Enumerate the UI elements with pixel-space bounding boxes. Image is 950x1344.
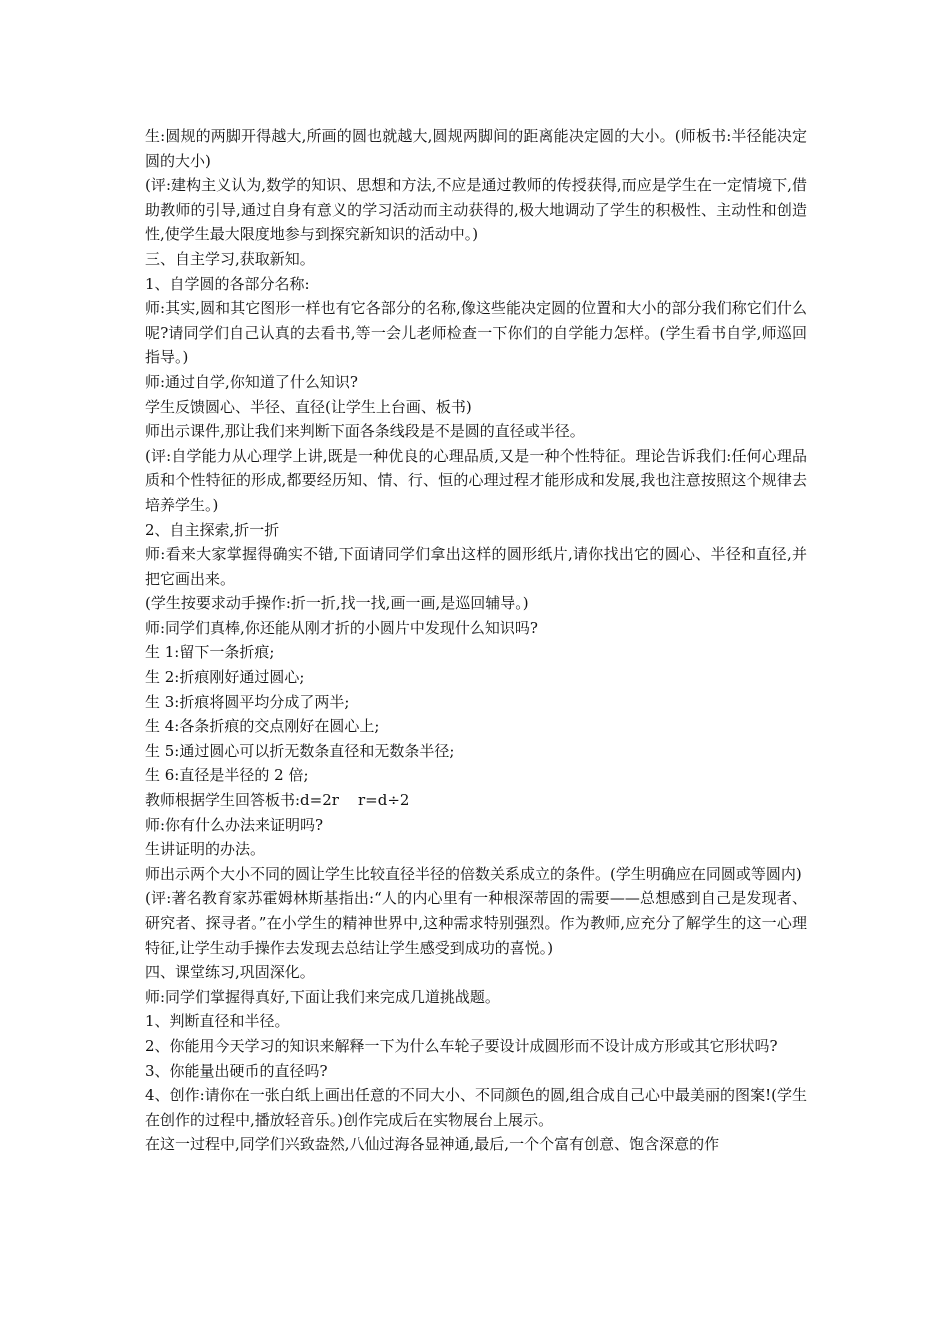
list-item: 生 2:折痕刚好通过圆心; <box>145 668 305 687</box>
section-heading: 四、课堂练习,巩固深化。 <box>145 963 315 982</box>
list-item: 生 3:折痕将圆平均分成了两半; <box>145 692 350 711</box>
list-item: 3、你能量出硬币的直径吗? <box>145 1061 328 1080</box>
paragraph: 师出示课件,那让我们来判断下面各条线段是不是圆的直径或半径。 <box>145 422 585 441</box>
list-item: 4、创作:请你在一张白纸上画出任意的不同大小、不同颜色的圆,组合成自己心中最美丽的图案!(学生在创作的过程中,播放轻音乐。)创作完成后在实物展台上展示。 <box>145 1086 807 1129</box>
paragraph: 生:圆规的两脚开得越大,所画的圆也就越大,圆规两脚间的距离能决定圆的大小。(师板书:半径能决定圆的大小) <box>145 127 807 170</box>
list-item: 2、你能用今天学习的知识来解释一下为什么车轮子要设计成圆形而不设计成方形或其它形状吗? <box>145 1036 778 1055</box>
document-body <box>145 124 807 1157</box>
paragraph: 师:看来大家掌握得确实不错,下面请同学们拿出这样的圆形纸片,请你找出它的圆心、半径和直径,并把它画出来。 <box>145 545 807 588</box>
paragraph: 在这一过程中,同学们兴致盎然,八仙过海各显神通,最后,一个个富有创意、饱含深意的作 <box>145 1135 720 1154</box>
paragraph: 师:其实,圆和其它图形一样也有它各部分的名称,像这些能决定圆的位置和大小的部分我们称它们什么呢?请同学们自己认真的去看书,等一会儿老师检查一下你们的自学能力怎样。(学生看书自学,师巡回指导。) <box>145 299 807 367</box>
list-item: 1、判断直径和半径。 <box>145 1012 290 1031</box>
paragraph: (评:著名教育家苏霍姆林斯基指出:“人的内心里有一种根深蒂固的需要——总想感到自己是发现者、研究者、探寻者。”在小学生的精神世界中,这种需求特别强烈。作为教师,应充分了解学生的这一心理特征,让学生动手操作去发现去总结让学生感受到成功的喜悦。) <box>145 889 807 957</box>
paragraph: 师出示两个大小不同的圆让学生比较直径半径的倍数关系成立的条件。(学生明确应在同圆或等圆内) <box>145 864 802 883</box>
paragraph: (评:自学能力从心理学上讲,既是一种优良的心理品质,又是一种个性特征。理论告诉我们:任何心理品质和个性特征的形成,都要经历知、情、行、恒的心理过程才能形成和发展,我也注意按照这个规律去培养学生。) <box>145 446 807 514</box>
list-item: 生 1:留下一条折痕; <box>145 643 275 662</box>
paragraph: 教师根据学生回答板书:d=2r r=d÷2 <box>145 791 410 810</box>
section-heading: 三、自主学习,获取新知。 <box>145 249 315 268</box>
paragraph: 师:你有什么办法来证明吗? <box>145 815 324 834</box>
list-item: 生 5:通过圆心可以折无数条直径和无数条半径; <box>145 741 455 760</box>
paragraph: 学生反馈圆心、半径、直径(让学生上台画、板书) <box>145 397 472 416</box>
subsection-heading: 1、自学圆的各部分名称: <box>145 274 310 293</box>
list-item: 生 6:直径是半径的 2 倍; <box>145 766 309 785</box>
paragraph: 生讲证明的办法。 <box>145 840 266 859</box>
paragraph: (评:建构主义认为,数学的知识、思想和方法,不应是通过教师的传授获得,而应是学生在一定情境下,借助教师的引导,通过自身有意义的学习活动而主动获得的,极大地调动了学生的积极性、主动性和创造性,使学生最大限度地参与到探究新知识的活动中。) <box>145 176 807 244</box>
paragraph: 师:通过自学,你知道了什么知识? <box>145 372 358 391</box>
paragraph: 师:同学们真棒,你还能从刚才折的小圆片中发现什么知识吗? <box>145 618 538 637</box>
subsection-heading: 2、自主探索,折一折 <box>145 520 280 539</box>
paragraph: (学生按要求动手操作:折一折,找一找,画一画,是巡回辅导。) <box>145 594 529 613</box>
list-item: 生 4:各条折痕的交点刚好在圆心上; <box>145 717 380 736</box>
paragraph: 师:同学们掌握得真好,下面让我们来完成几道挑战题。 <box>145 987 500 1006</box>
